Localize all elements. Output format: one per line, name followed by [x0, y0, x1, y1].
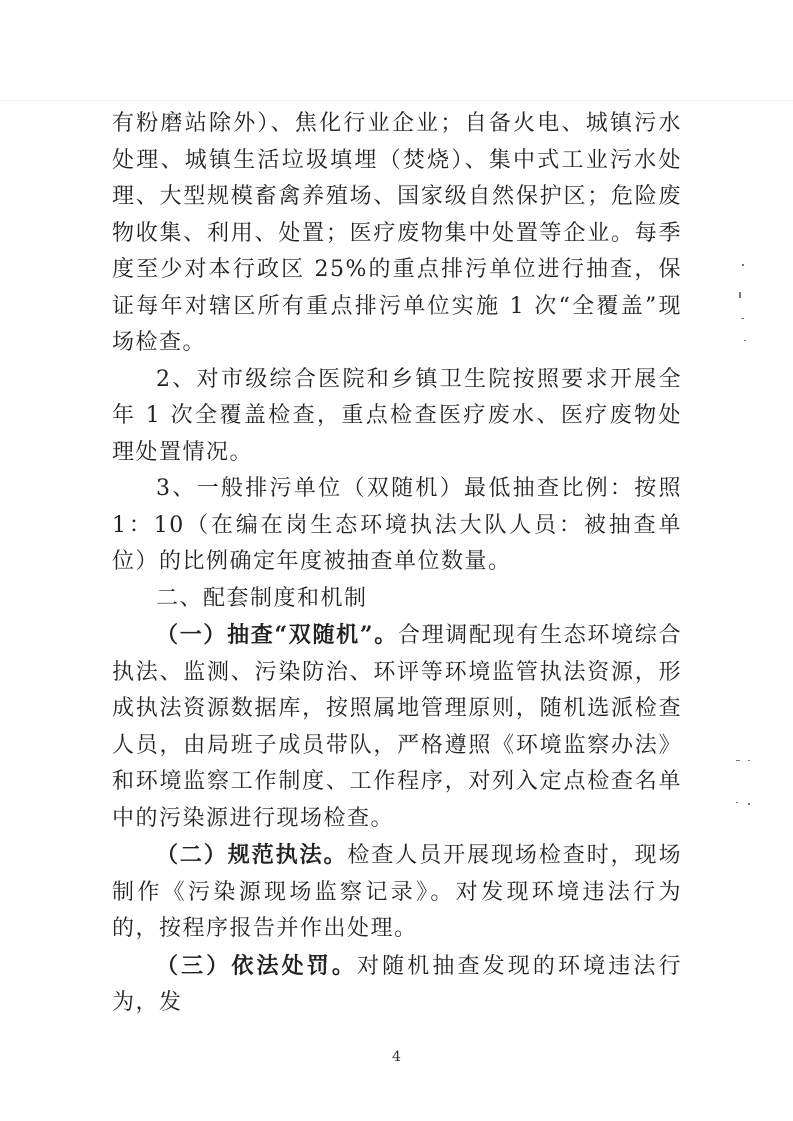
subsection-heading: （一）抽查“双随机”。	[156, 622, 398, 648]
scan-mark	[748, 760, 750, 761]
paragraph-text: 3、一般排污单位（双随机）最低抽查比例：按照 1：10（在编在岗生态环境执法大队人员：被抽查单位）的比例确定年度被抽查单位数量。	[112, 476, 682, 574]
scan-mark	[736, 802, 738, 803]
subsection-heading: （三）依法处罚。	[156, 952, 357, 979]
paragraph-item-3	[112, 471, 682, 581]
scan-mark	[744, 340, 746, 341]
body-text	[112, 106, 682, 1022]
paragraph-text: 有粉磨站除外）、焦化行业企业；自备火电、城镇污水处理、城镇生活垃圾填埋（焚烧）、集中式工业污水处理、大型规模畜禽养殖场、国家级自然保护区；危险废物收集、利用、处置；医疗废物集中处置等企业。每季度至少对本行政区 25%的重点排污单位进行抽查，保证每年对辖区所有重点排污单位实施 1 次“全覆盖”现场检查。	[112, 111, 682, 355]
paragraph-text: 2、对市级综合医院和乡镇卫生院按照要求开展全年 1 次全覆盖检查，重点检查医疗废水、医疗废物处理处置情况。	[112, 366, 682, 465]
scan-mark	[739, 292, 741, 298]
scan-mark	[741, 318, 744, 319]
paragraph-text: 合理调配现有生态环境综合执法、监测、污染防治、环评等环境监管执法资源，形成执法资源数据库，按照属地管理原则，随机选派检查人员，由局班子成员带队，严格遵照《环境监察办法》和环境监察工作制度、工作程序，对列入定点检查名单中的污染源进行现场检查。	[112, 623, 682, 831]
page-number: 4	[392, 1049, 401, 1065]
paragraph-text: 对随机抽查发现的环境违法行为，发	[112, 953, 682, 1015]
scan-mark	[748, 803, 750, 805]
scan-mark	[742, 264, 744, 266]
paragraph-subsection-3	[112, 948, 682, 1022]
section-heading-text: 二、配套制度和机制	[156, 585, 368, 611]
scan-mark	[736, 760, 740, 761]
section-heading	[112, 581, 682, 618]
header-rule	[0, 100, 793, 101]
paragraph-item-2	[112, 362, 682, 472]
paragraph-text: 检查人员开展现场检查时，现场制作《污染源现场监察记录》。对发现环境违法行为的，按程序报告并作出处理。	[112, 843, 682, 941]
paragraph-subsection-2	[112, 837, 682, 948]
paragraph-continuation	[112, 106, 682, 362]
subsection-heading: （二）规范执法。	[156, 842, 348, 868]
paragraph-subsection-1	[112, 617, 682, 837]
